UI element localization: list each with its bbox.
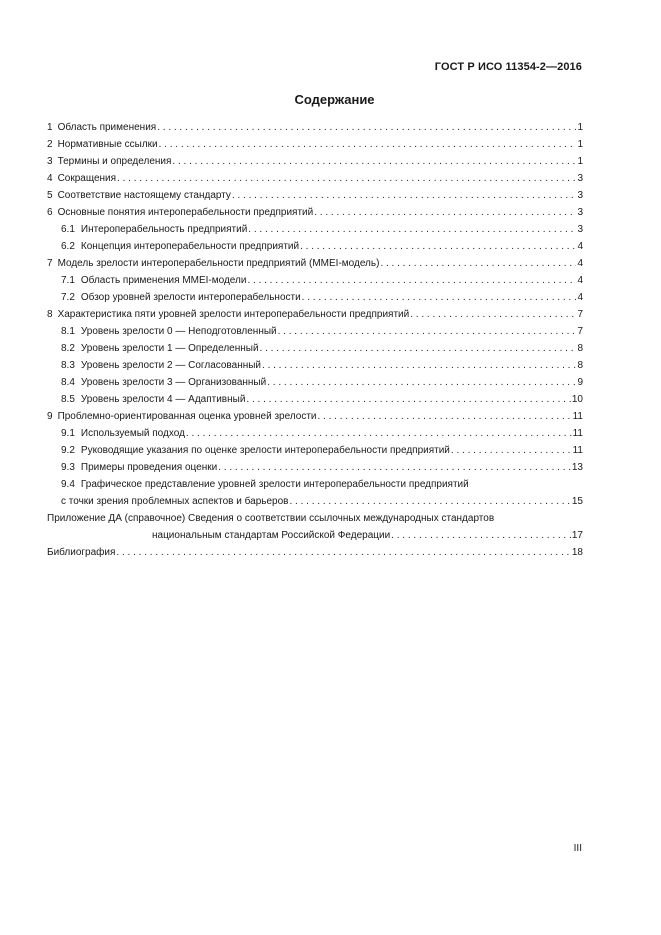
toc-entry-text: Концепция интероперабельности предприятий <box>80 241 300 252</box>
toc-entry-number: 9.2 <box>61 445 75 456</box>
toc-entry[interactable] <box>47 323 583 340</box>
toc-entry-text: Уровень зрелости 3 — Организованный <box>80 377 267 388</box>
toc-entry-text: Примеры проведения оценки <box>80 462 218 473</box>
toc-entry-number: 9.3 <box>61 462 75 473</box>
toc-entry-page: 11 <box>572 428 583 439</box>
toc-entry-text: Уровень зрелости 0 — Неподготовленный <box>80 326 277 337</box>
toc-entry-number: 8.4 <box>61 377 75 388</box>
toc-entry-number: 8.3 <box>61 360 75 371</box>
toc-entry-page: 1 <box>577 139 583 150</box>
toc-entry-text: Нормативные ссылки <box>57 139 158 150</box>
toc-entry-text: Руководящие указания по оценке зрелости интероперабельности предприятий <box>80 445 450 456</box>
toc-entry-text: Используемый подход <box>80 428 185 439</box>
toc-entry-bibliography[interactable] <box>47 544 583 561</box>
toc-entry-page: 4 <box>577 292 583 303</box>
toc-entry-page: 11 <box>572 411 583 422</box>
leader-dots <box>262 357 576 374</box>
toc-title: Содержание <box>294 92 375 107</box>
toc-entry[interactable] <box>47 153 583 170</box>
toc-entry-text-line2: с точки зрения проблемных аспектов и барьеров <box>61 496 289 507</box>
toc-entry-page: 7 <box>577 326 583 337</box>
leader-dots <box>380 255 576 272</box>
leader-dots <box>246 391 570 408</box>
toc-entry-text: Проблемно-ориентированная оценка уровней зрелости <box>57 411 317 422</box>
leader-dots <box>410 306 576 323</box>
page-folio: III <box>573 843 582 854</box>
toc-entry-9-4[interactable] <box>47 476 583 510</box>
toc-entry-text: Обзор уровней зрелости интероперабельности <box>80 292 301 303</box>
toc-entry-page: 11 <box>572 445 583 456</box>
toc-entry-page: 4 <box>577 275 583 286</box>
leader-dots <box>218 459 571 476</box>
toc-entry-number: 7.2 <box>61 292 75 303</box>
toc-entry[interactable] <box>47 391 583 408</box>
leader-dots <box>451 442 572 459</box>
toc-entry-page: 9 <box>577 377 583 388</box>
toc-entry-appendix[interactable] <box>47 510 583 544</box>
toc-entry-text: Библиография <box>47 547 116 558</box>
toc-entry-page: 3 <box>577 207 583 218</box>
toc-entry[interactable] <box>47 408 583 425</box>
toc-entry-page: 13 <box>571 462 583 473</box>
toc-entry-number: 6.1 <box>61 224 75 235</box>
toc-entry-text: Уровень зрелости 2 — Согласованный <box>80 360 262 371</box>
toc-entry-page: 1 <box>577 122 583 133</box>
toc-entry-page: 8 <box>577 343 583 354</box>
leader-dots <box>278 323 577 340</box>
leader-dots <box>247 272 576 289</box>
leader-dots <box>248 221 576 238</box>
toc-entry-number: 9 <box>47 411 53 422</box>
table-of-contents <box>47 119 583 561</box>
toc-entry[interactable] <box>47 459 583 476</box>
toc-entry-text: Сокращения <box>57 173 117 184</box>
toc-entry-page: 4 <box>577 241 583 252</box>
toc-entry-number: 6 <box>47 207 53 218</box>
toc-entry-text: Основные понятия интероперабельности предприятий <box>57 207 314 218</box>
leader-dots <box>391 527 571 544</box>
toc-entry[interactable] <box>47 221 583 238</box>
toc-entry-number: 3 <box>47 156 53 167</box>
toc-entry[interactable] <box>47 255 583 272</box>
leader-dots <box>172 153 576 170</box>
toc-entry-text: Уровень зрелости 1 — Определенный <box>80 343 259 354</box>
toc-entry-page: 15 <box>571 496 583 507</box>
leader-dots <box>186 425 572 442</box>
leader-dots <box>260 340 577 357</box>
toc-entry-text: Соответствие настоящему стандарту <box>57 190 231 201</box>
toc-entry-text: Термины и определения <box>57 156 172 167</box>
appendix-line2: национальным стандартам Российской Федерации <box>152 530 391 541</box>
toc-entry[interactable] <box>47 119 583 136</box>
toc-entry-page: 8 <box>577 360 583 371</box>
toc-entry[interactable] <box>47 425 583 442</box>
toc-entry[interactable] <box>47 170 583 187</box>
toc-entry[interactable] <box>47 238 583 255</box>
toc-entry-number: 7.1 <box>61 275 75 286</box>
toc-entry-page: 10 <box>571 394 583 405</box>
toc-entry-text: Область применения <box>57 122 157 133</box>
standard-code: ГОСТ Р ИСО 11354-2—2016 <box>434 61 582 73</box>
leader-dots <box>159 136 577 153</box>
leader-dots <box>117 170 576 187</box>
toc-entry-number: 2 <box>47 139 53 150</box>
leader-dots <box>318 408 572 425</box>
leader-dots <box>116 544 570 561</box>
toc-entry-page: 18 <box>571 547 583 558</box>
toc-entry-text: Интероперабельность предприятий <box>80 224 248 235</box>
toc-entry-text: Модель зрелости интероперабельности предприятий (MMEI-модель) <box>57 258 380 269</box>
toc-entry-page: 7 <box>577 309 583 320</box>
toc-entry-number: 8.1 <box>61 326 75 337</box>
leader-dots <box>314 204 576 221</box>
toc-entry[interactable] <box>47 289 583 306</box>
toc-entry-number: 7 <box>47 258 53 269</box>
toc-entry-text: Характеристика пяти уровней зрелости интероперабельности предприятий <box>57 309 410 320</box>
toc-entry-number: 8.2 <box>61 343 75 354</box>
toc-entry-text-line1: Графическое представление уровней зрелости интероперабельности предприятий <box>80 479 469 490</box>
toc-entry-number: 9.1 <box>61 428 75 439</box>
leader-dots <box>289 493 570 510</box>
toc-entry-page: 3 <box>577 190 583 201</box>
leader-dots <box>300 238 576 255</box>
toc-entry[interactable] <box>47 306 583 323</box>
appendix-line1: Приложение ДА (справочное) Сведения о соответствии ссылочных международных стандартов <box>47 513 495 524</box>
toc-entry-number: 8.5 <box>61 394 75 405</box>
toc-entry-text: Область применения MMEI-модели <box>80 275 247 286</box>
toc-entry-number: 1 <box>47 122 53 133</box>
toc-entry[interactable] <box>47 187 583 204</box>
toc-entry[interactable] <box>47 442 583 459</box>
leader-dots <box>267 374 576 391</box>
toc-entry-page: 4 <box>577 258 583 269</box>
leader-dots <box>302 289 577 306</box>
toc-entry-text: Уровень зрелости 4 — Адаптивный <box>80 394 246 405</box>
toc-entry-number: 4 <box>47 173 53 184</box>
toc-entry-number: 9.4 <box>61 479 75 490</box>
toc-entry-page: 17 <box>571 530 583 541</box>
leader-dots <box>157 119 576 136</box>
leader-dots <box>232 187 577 204</box>
toc-entry[interactable] <box>47 357 583 374</box>
toc-entry[interactable] <box>47 374 583 391</box>
toc-entry-number: 8 <box>47 309 53 320</box>
toc-entry[interactable] <box>47 204 583 221</box>
toc-entry-page: 3 <box>577 173 583 184</box>
toc-entry[interactable] <box>47 272 583 289</box>
toc-entry-number: 5 <box>47 190 53 201</box>
toc-entry-number: 6.2 <box>61 241 75 252</box>
toc-entry[interactable] <box>47 340 583 357</box>
toc-entry[interactable] <box>47 136 583 153</box>
toc-entry-page: 3 <box>577 224 583 235</box>
toc-entry-page: 1 <box>577 156 583 167</box>
